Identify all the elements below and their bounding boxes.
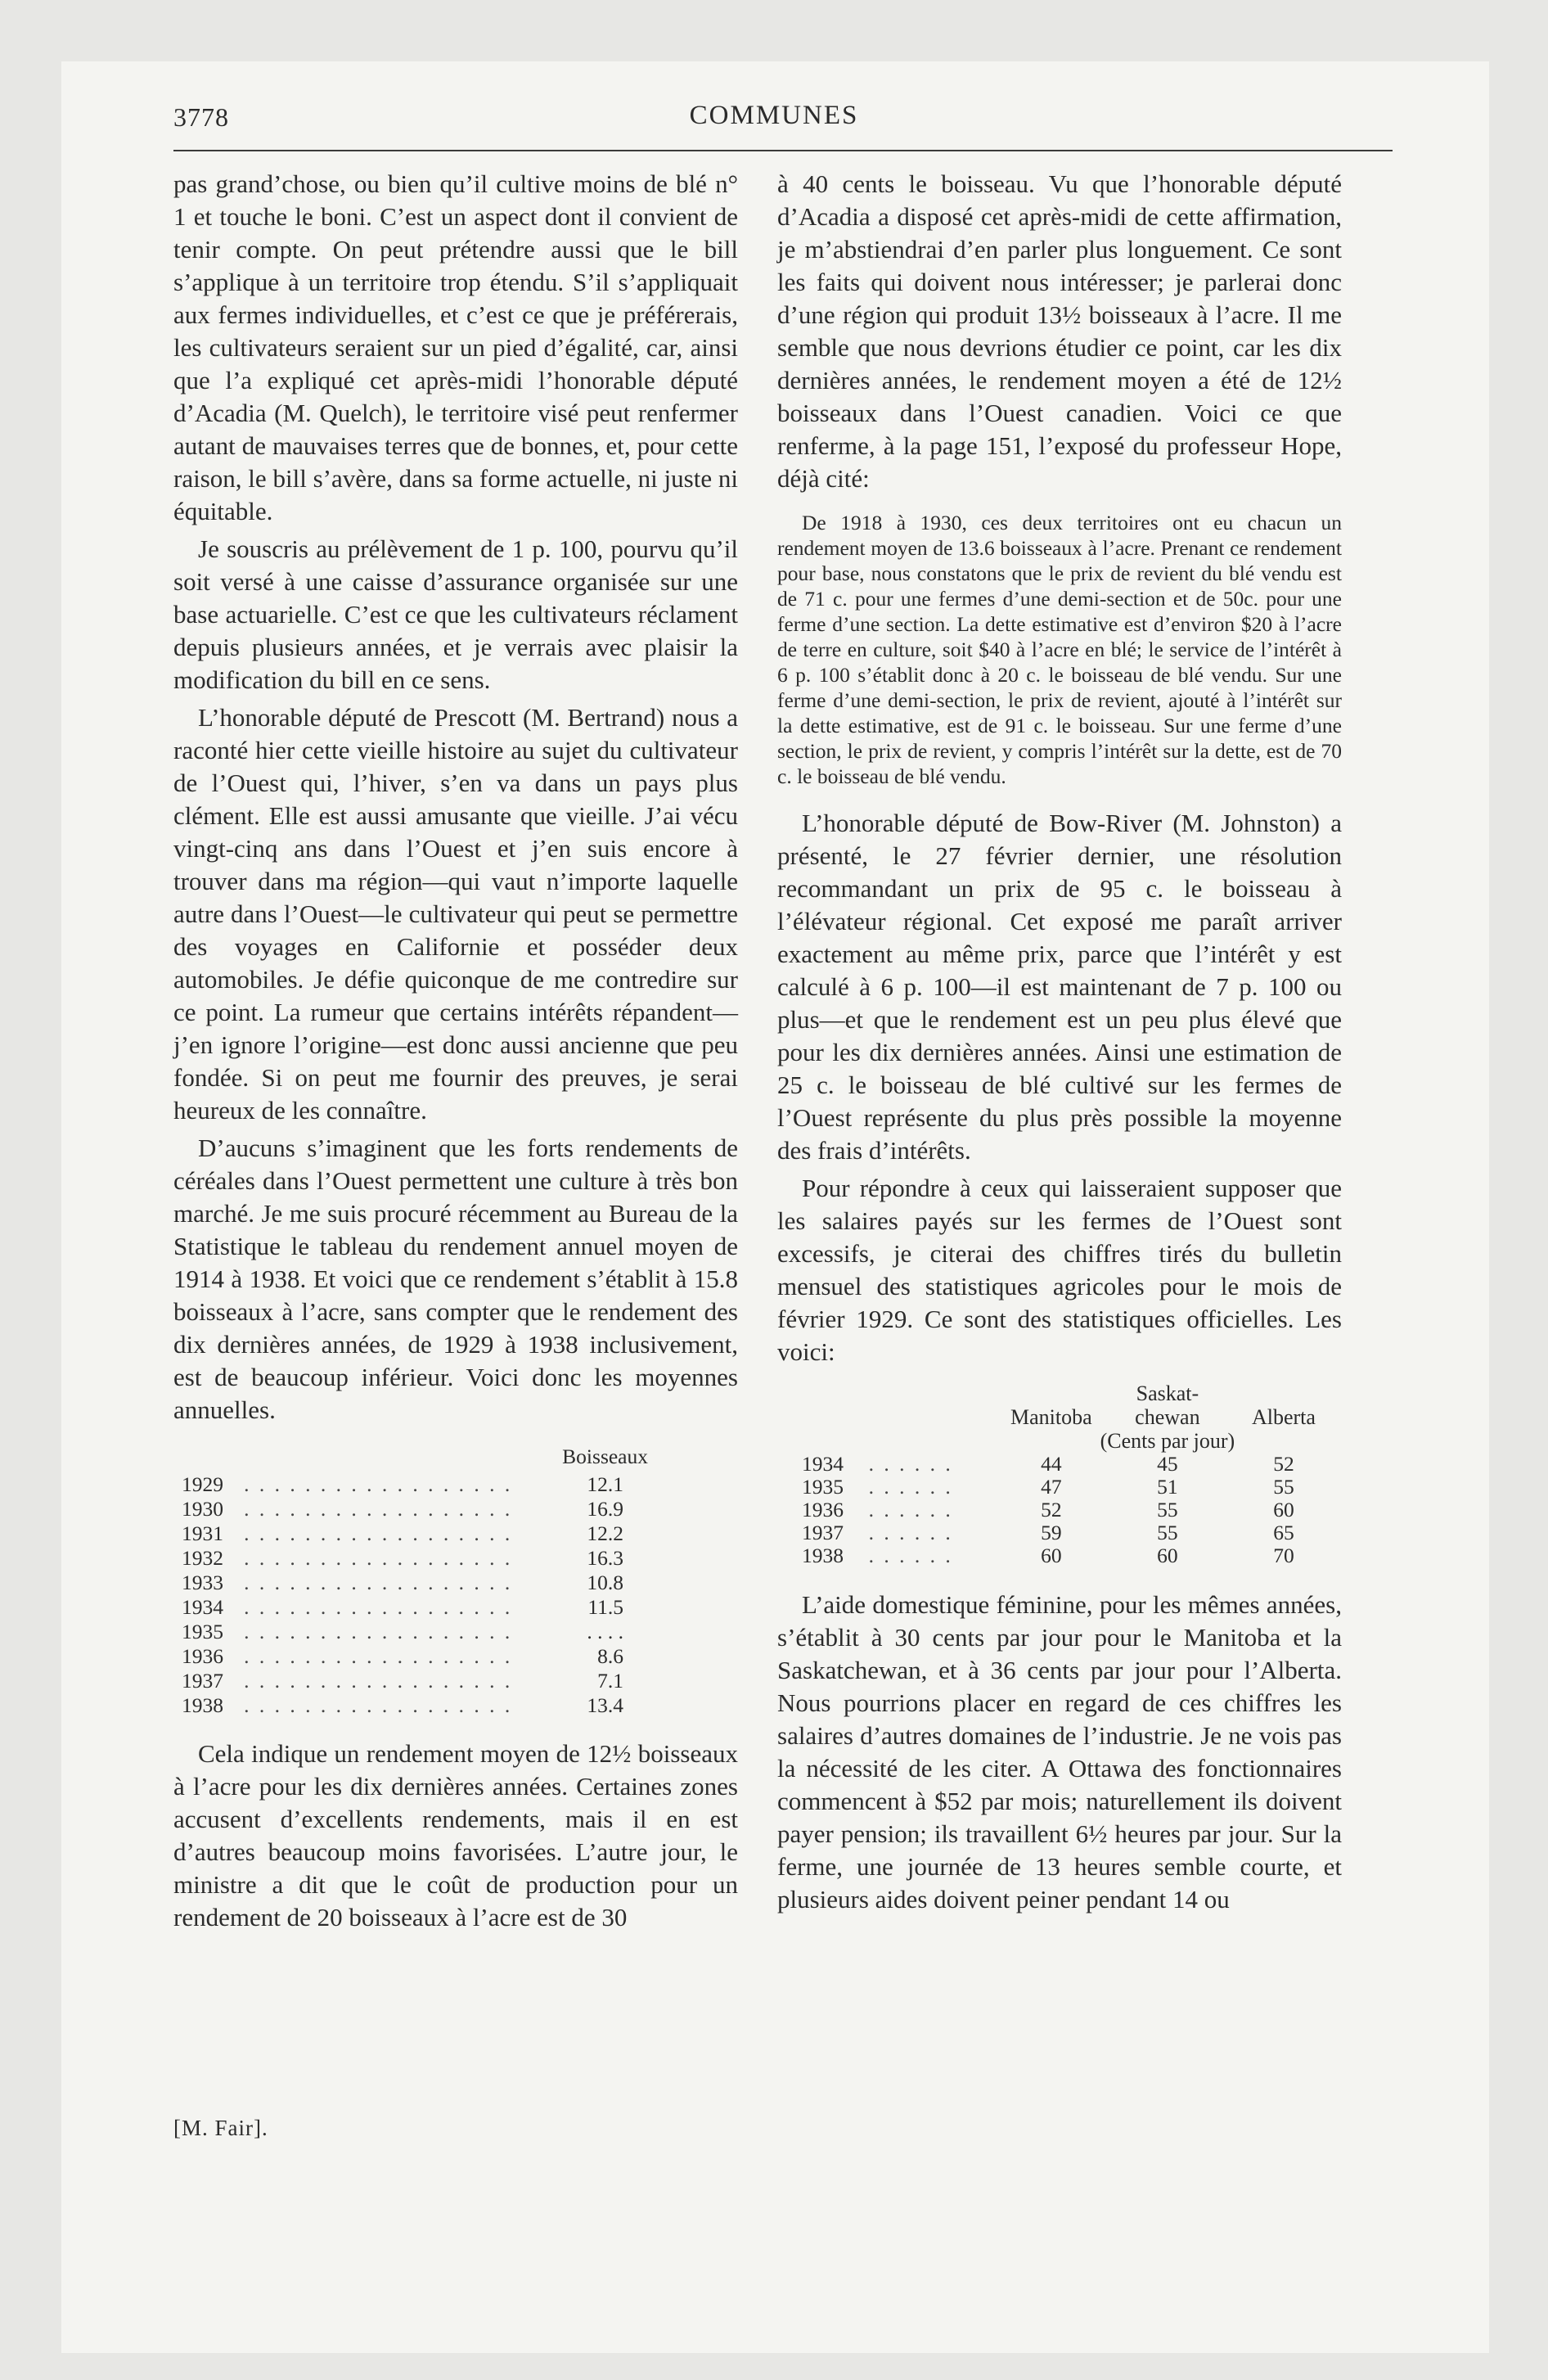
leader-dots: . . . . . . bbox=[868, 1498, 953, 1521]
table-row bbox=[173, 1521, 738, 1546]
page-title: COMMUNES bbox=[689, 101, 859, 130]
wage-col-alberta: Alberta bbox=[1251, 1405, 1316, 1429]
table-row bbox=[777, 1476, 1342, 1499]
leader-dots: . . . . . . . . . . . . . . . . . . bbox=[244, 1521, 513, 1545]
table-row bbox=[173, 1644, 738, 1669]
wage-col-saskatchewan-l2: chewan bbox=[1135, 1405, 1200, 1429]
paragraph: L’aide domestique féminine, pour les mêmes années, s’établit à 30 cents par jour pour le Manitoba et la Saskatchewan, et à 36 cents par jour pour l’Alberta. Nous pourrions placer en regard de ces chiffres les salaires d’autres domaines de l’industrie. Je ne vois pas la nécessité de les citer. A Ottawa des fonctionnaires commencent à $52 par mois; naturellement ils doivent payer pension; ils travaillent 6½ heures par jour. Sur la ferme, une journée de 13 heures semble courte, et plusieurs aides doivent peiner pendant 14 ou bbox=[777, 1590, 1342, 1913]
paragraph: Cela indique un rendement moyen de 12½ boisseaux à l’acre pour les dix dernières années. Certaines zones accusent d’excellents rendements, mais il en est d’autres beaucoup moins favorisées. L’autre jour, le ministre a dit que le coût de production pour un rendement de 20 boisseaux à l’acre est de 30 bbox=[173, 1739, 738, 1931]
year-cell: 1934 bbox=[182, 1595, 223, 1619]
year-cell: 1938 bbox=[182, 1693, 223, 1717]
header-rule bbox=[173, 150, 1393, 151]
leader-dots: . . . . . . . . . . . . . . . . . . bbox=[244, 1571, 513, 1594]
wage-table bbox=[777, 1382, 1342, 1567]
year-cell: 1934 bbox=[802, 1452, 844, 1476]
leader-dots: . . . . . . . . . . . . . . . . . . bbox=[244, 1620, 513, 1643]
year-cell: 1938 bbox=[802, 1544, 844, 1567]
paragraph: à 40 cents le boisseau. Vu que l’honorable député d’Acadia a disposé cet après-midi de cette affirmation, je m’abstiendrai d’en parler plus longuement. Ce sont les faits qui doivent nous intéresser; je parlerai donc d’une région qui produit 13½ boisseaux à l’acre. Il me semble que nous devrions étudier ce point, car les dix dernières années, le rendement moyen a été de 12½ boisseaux dans l’Ouest canadien. Voici ce que renferme, à la page 151, l’exposé du professeur Hope, déjà cité: bbox=[777, 169, 1342, 493]
table-row bbox=[173, 1546, 738, 1571]
year-cell: 1935 bbox=[802, 1475, 844, 1499]
manitoba-cell: 59 bbox=[1041, 1521, 1062, 1544]
paragraph: D’aucuns s’imaginent que les forts rendements de céréales dans l’Ouest permettent une culture à très bon marché. Je me suis procuré récemment au Bureau de la Statistique le tableau du rendement annuel moyen de 1914 à 1938. Et voici que ce rendement s’établit à 15.8 boisseaux à l’acre, sans compter que le rendement des dix dernières années, de 1929 à 1938 inclusivement, est de beaucoup inférieur. Voici donc les moyennes annuelles. bbox=[173, 1134, 738, 1424]
table-row bbox=[777, 1521, 1342, 1544]
table-row bbox=[173, 1472, 738, 1497]
leader-dots: . . . . . . bbox=[868, 1475, 953, 1499]
left-column bbox=[173, 168, 738, 1934]
paragraph: L’honorable député de Bow-River (M. Johnston) a présenté, le 27 février dernier, une résolution recommandant un prix de 95 c. le boisseau à l’élévateur régional. Cet exposé me paraît arriver exactement au même prix, parce que l’intérêt y est calculé à 6 p. 100—il est maintenant de 7 p. 100 ou plus—et que le rendement est un peu plus élevé que pour les dix dernières années. Ainsi une estimation de 25 c. le boisseau de blé cultivé sur les fermes de l’Ouest représente du plus près possible la moyenne des frais d’intérêts. bbox=[777, 809, 1342, 1165]
leader-dots: . . . . . . bbox=[868, 1521, 953, 1544]
year-cell: 1929 bbox=[182, 1472, 223, 1496]
leader-dots: . . . . . . bbox=[868, 1544, 953, 1567]
page-number: 3778 bbox=[173, 102, 229, 132]
paragraph: Je souscris au prélèvement de 1 p. 100, pourvu qu’il soit versé à une caisse d’assurance organisée sur une base actuarielle. C’est ce que les cultivateurs réclament depuis plusieurs années, et je verrais avec plaisir la modification du bill en ce sens. bbox=[173, 534, 738, 694]
yield-value-cell: 12.1 bbox=[587, 1472, 623, 1496]
wage-col-saskatchewan-l1: Saskat- bbox=[1136, 1382, 1199, 1405]
saskatchewan-cell: 55 bbox=[1157, 1521, 1178, 1544]
table-row bbox=[173, 1497, 738, 1521]
leader-dots: . . . . . . . . . . . . . . . . . . bbox=[244, 1497, 513, 1521]
yield-value-cell: 11.5 bbox=[587, 1595, 623, 1619]
yield-value-cell: . . . . bbox=[587, 1620, 623, 1643]
wage-unit: (Cents par jour) bbox=[1100, 1429, 1235, 1453]
leader-dots: . . . . . . . . . . . . . . . . . . bbox=[244, 1693, 513, 1717]
yield-value-cell: 10.8 bbox=[587, 1571, 623, 1594]
yield-value-cell: 13.4 bbox=[587, 1693, 623, 1717]
year-cell: 1932 bbox=[182, 1546, 223, 1570]
yield-value-cell: 8.6 bbox=[597, 1644, 623, 1668]
manitoba-cell: 52 bbox=[1041, 1498, 1062, 1521]
year-cell: 1937 bbox=[182, 1669, 223, 1693]
alberta-cell: 52 bbox=[1273, 1452, 1294, 1476]
alberta-cell: 60 bbox=[1273, 1498, 1294, 1521]
yield-table-header: Boisseaux bbox=[562, 1445, 648, 1468]
leader-dots: . . . . . . . . . . . . . . . . . . bbox=[244, 1472, 513, 1496]
speaker-footer: [M. Fair]. bbox=[173, 2116, 268, 2140]
table-row bbox=[777, 1544, 1342, 1567]
alberta-cell: 55 bbox=[1273, 1475, 1294, 1499]
wage-col-manitoba: Manitoba bbox=[1010, 1405, 1092, 1429]
leader-dots: . . . . . . . . . . . . . . . . . . bbox=[244, 1546, 513, 1570]
leader-dots: . . . . . . . . . . . . . . . . . . bbox=[244, 1644, 513, 1668]
year-cell: 1931 bbox=[182, 1521, 223, 1545]
saskatchewan-cell: 51 bbox=[1157, 1475, 1178, 1499]
table-row bbox=[777, 1453, 1342, 1476]
yield-table bbox=[173, 1441, 738, 1718]
paragraph: pas grand’chose, ou bien qu’il cultive moins de blé n° 1 et touche le boni. C’est un aspect dont il convient de tenir compte. On peut prétendre aussi que le bill s’applique à un territoire trop étendu. S’il s’appliquait aux fermes individuelles, et c’est ce que je préférerais, les cultivateurs seraient sur un pied d’égalité, car, ainsi que l’a expliqué cet après-midi l’honorable député d’Acadia (M. Quelch), le territoire visé peut renfermer autant de mauvaises terres que de bonnes, et, pour cette raison, le bill s’avère, dans sa forme actuelle, ni juste ni équitable. bbox=[173, 169, 738, 525]
year-cell: 1935 bbox=[182, 1620, 223, 1643]
yield-value-cell: 16.3 bbox=[587, 1546, 623, 1570]
leader-dots: . . . . . . bbox=[868, 1452, 953, 1476]
year-cell: 1933 bbox=[182, 1571, 223, 1594]
year-cell: 1930 bbox=[182, 1497, 223, 1521]
yield-value-cell: 7.1 bbox=[597, 1669, 623, 1693]
alberta-cell: 70 bbox=[1273, 1544, 1294, 1567]
manitoba-cell: 60 bbox=[1041, 1544, 1062, 1567]
yield-value-cell: 12.2 bbox=[587, 1521, 623, 1545]
table-row bbox=[173, 1571, 738, 1595]
saskatchewan-cell: 55 bbox=[1157, 1498, 1178, 1521]
table-row bbox=[777, 1499, 1342, 1521]
year-cell: 1936 bbox=[182, 1644, 223, 1668]
saskatchewan-cell: 60 bbox=[1157, 1544, 1178, 1567]
table-row bbox=[173, 1669, 738, 1693]
table-row bbox=[173, 1693, 738, 1718]
saskatchewan-cell: 45 bbox=[1157, 1452, 1178, 1476]
table-row bbox=[173, 1620, 738, 1644]
leader-dots: . . . . . . . . . . . . . . . . . . bbox=[244, 1595, 513, 1619]
paragraph: Pour répondre à ceux qui laisseraient supposer que les salaires payés sur les fermes de l’Ouest sont excessifs, je citerai des chiffres tirés du bulletin mensuel des statistiques agricoles pour le mois de février 1929. Ce sont des statistiques officielles. Les voici: bbox=[777, 1174, 1342, 1366]
year-cell: 1936 bbox=[802, 1498, 844, 1521]
yield-value-cell: 16.9 bbox=[587, 1497, 623, 1521]
alberta-cell: 65 bbox=[1273, 1521, 1294, 1544]
table-row bbox=[173, 1595, 738, 1620]
quotation: De 1918 à 1930, ces deux territoires ont eu chacun un rendement moyen de 13.6 boisseaux à l’acre. Prenant ce rendement pour base, nous constatons que le prix de revient du blé vendu est de 71 c. pour une fermes d’une demi-section et de 50c. pour une ferme d’une section. La dette estimative est d’environ $20 à l’acre de terre en culture, soit $40 à l’acre en blé; le service de l’intérêt à 6 p. 100 s’établit donc à 20 c. le boisseau de blé vendu. Sur une ferme d’une demi-section, le prix de revient, ajouté à l’intérêt sur la dette estimative, est de 91 c. le boisseau. Sur une ferme d’une section, le prix de revient, y compris l’intérêt sur la dette, est de 70 c. le boisseau de blé vendu. bbox=[777, 511, 1342, 788]
paragraph: L’honorable député de Prescott (M. Bertrand) nous a raconté hier cette vieille histoire au sujet du cultivateur de l’Ouest qui, l’hiver, s’en va dans un pays plus clément. Elle est aussi amusante que vieille. J’ai vécu vingt-cinq ans dans l’Ouest et j’en suis encore à trouver dans ma région—qui vaut n’importe laquelle autre dans l’Ouest—le cultivateur qui peut se permettre des voyages en Californie et posséder deux automobiles. Je défie quiconque de me contredire sur ce point. La rumeur que certains intérêts répandent—j’en ignore l’origine—est donc aussi ancienne que peu fondée. Si on peut me fournir des preuves, je serai heureux de les connaître. bbox=[173, 703, 738, 1125]
manitoba-cell: 44 bbox=[1041, 1452, 1062, 1476]
leader-dots: . . . . . . . . . . . . . . . . . . bbox=[244, 1669, 513, 1693]
year-cell: 1937 bbox=[802, 1521, 844, 1544]
right-column bbox=[777, 168, 1342, 1916]
manitoba-cell: 47 bbox=[1041, 1475, 1062, 1499]
